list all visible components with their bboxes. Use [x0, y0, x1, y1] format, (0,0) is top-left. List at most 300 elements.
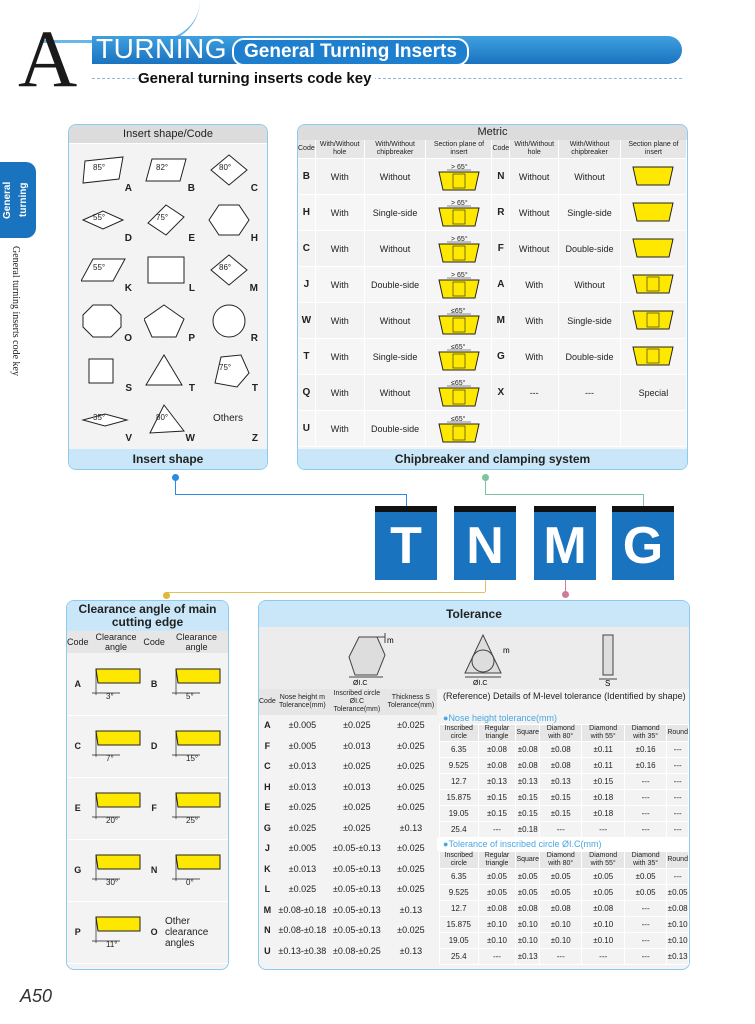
- column-header: Diamond with 35°: [624, 725, 666, 742]
- page-title-sub: General Turning Inserts: [232, 38, 469, 66]
- code-letter-m: M: [534, 506, 596, 580]
- chipbreaker-cell: Single-side: [559, 303, 621, 339]
- value-cell: ±0.08: [582, 901, 624, 917]
- chipbreaker-cell: Without: [559, 267, 621, 303]
- shape-cell: [73, 349, 136, 397]
- section-plane-icon: [623, 161, 683, 191]
- value-cell: ---: [667, 790, 689, 806]
- connector-line: [643, 494, 644, 506]
- table-row: [259, 777, 437, 798]
- svg-text:> 65°: > 65°: [450, 163, 468, 171]
- connector-dot: [163, 592, 170, 599]
- nose-height-table: [439, 724, 689, 838]
- column-header: Round: [667, 852, 689, 869]
- code-cell: A: [264, 720, 271, 731]
- insert-shape-icon: [207, 353, 255, 393]
- shape-cell: [136, 199, 199, 247]
- section-plane-icon: [623, 197, 683, 227]
- column-header: With/Without hole: [510, 140, 559, 159]
- clearance-cell: [89, 715, 144, 777]
- thickness-cell: ±0.13: [399, 904, 423, 915]
- nose-height-cell: ±0.005: [288, 843, 317, 854]
- section-plane-icon: [429, 341, 489, 371]
- shape-code: R: [250, 333, 258, 344]
- section-cell: [426, 159, 492, 195]
- connector-line: [485, 480, 486, 494]
- thickness-diagram: [589, 629, 629, 687]
- value-cell: ±0.08: [540, 742, 582, 758]
- value-cell: ±0.05: [478, 885, 516, 901]
- value-cell: ---: [478, 949, 516, 965]
- shape-code: E: [188, 233, 195, 244]
- inscribed-circle-cell: ±0.05-±0.13: [332, 925, 381, 936]
- value-cell: ±0.08: [478, 742, 516, 758]
- clearance-panel: [66, 600, 229, 970]
- shape-cell: [199, 199, 262, 247]
- clearance-angle-icon: [90, 913, 142, 949]
- code-cell: A: [67, 653, 89, 715]
- section-cell: [620, 195, 686, 231]
- code-cell: A: [492, 267, 510, 303]
- svg-text:≤65°: ≤65°: [450, 343, 466, 351]
- value-cell: ---: [540, 949, 582, 965]
- value-cell: ---: [667, 742, 689, 758]
- clearance-cell: [89, 653, 144, 715]
- value-cell: ±0.05: [624, 869, 666, 885]
- hole-cell: Without: [510, 195, 559, 231]
- insert-shape-icon: [144, 203, 192, 243]
- nose-height-cell: ±0.08-±0.18: [278, 925, 327, 936]
- value-cell: ±0.16: [624, 758, 666, 774]
- section-cell: [426, 375, 492, 411]
- column-header: With/Without chipbreaker: [364, 140, 426, 159]
- hole-cell: With: [315, 231, 364, 267]
- value-cell: ---: [624, 933, 666, 949]
- value-cell: ±0.13: [540, 774, 582, 790]
- chipbreaker-cell: Single-side: [364, 339, 426, 375]
- column-header: Inscribed circle ØI.C Tolerance(mm): [329, 689, 385, 715]
- value-cell: ±0.08: [478, 901, 516, 917]
- inscribed-circle-cell: ±0.025: [343, 802, 371, 813]
- table-row: [259, 900, 437, 921]
- nose-height-header: [440, 725, 689, 742]
- column-header: Round: [667, 725, 689, 742]
- inscribed-circle-cell: ±0.05-±0.13: [332, 884, 381, 895]
- nose-height-cell: ±0.025: [288, 822, 317, 833]
- insert-shape-icon: [81, 303, 129, 343]
- value-cell: ---: [624, 774, 666, 790]
- table-row: [259, 920, 437, 941]
- value-cell: ±0.10: [516, 933, 540, 949]
- value-cell: ---: [582, 822, 624, 838]
- value-cell: ±0.05: [624, 885, 666, 901]
- value-cell: ±0.15: [478, 790, 516, 806]
- thickness-cell: ±0.025: [397, 843, 425, 854]
- code-cell: F: [492, 231, 510, 267]
- code-cell: P: [67, 901, 89, 963]
- hole-cell: With: [315, 159, 364, 195]
- value-cell: 9.525: [440, 758, 479, 774]
- tolerance-diagrams: [259, 627, 689, 689]
- table-row: [298, 159, 687, 195]
- page-subtitle: General turning inserts code key: [138, 70, 375, 87]
- clearance-table: [67, 631, 228, 964]
- section-plane-icon: [623, 269, 683, 299]
- table-row: [440, 949, 689, 965]
- value-cell: ±0.15: [478, 806, 516, 822]
- value-cell: ±0.11: [582, 758, 624, 774]
- table-row: [440, 806, 689, 822]
- code-cell: B: [143, 653, 165, 715]
- value-cell: ±0.18: [582, 790, 624, 806]
- clearance-cell: [165, 653, 228, 715]
- value-cell: ±0.15: [540, 790, 582, 806]
- chipbreaker-cell: Double-side: [559, 231, 621, 267]
- section-cell: [620, 267, 686, 303]
- column-header: Inscribed circle: [440, 725, 479, 742]
- clearance-cell: [89, 901, 144, 963]
- table-row: [67, 901, 228, 963]
- insert-shape-icon: [81, 403, 129, 443]
- insert-shape-icon: [207, 253, 255, 293]
- shape-angle: 80°: [219, 163, 232, 172]
- section-cell: [426, 195, 492, 231]
- section-letter: A: [18, 13, 78, 104]
- clearance-cell: [165, 715, 228, 777]
- code-cell: N: [264, 925, 271, 936]
- shape-cell: [73, 399, 136, 447]
- code-cell: D: [143, 715, 165, 777]
- value-cell: ---: [624, 806, 666, 822]
- nose-height-cell: ±0.025: [288, 884, 317, 895]
- code-cell: N: [143, 839, 165, 901]
- section-cell: [426, 231, 492, 267]
- value-cell: ±0.10: [667, 933, 689, 949]
- insert-shape-title: Insert shape/Code: [69, 125, 267, 144]
- hole-cell: With: [315, 375, 364, 411]
- value-cell: 19.05: [440, 933, 479, 949]
- shape-code: T: [188, 383, 195, 394]
- shape-cell: [199, 299, 262, 347]
- clearance-angle-icon: [170, 851, 222, 887]
- bullet-icon: ●: [443, 839, 449, 849]
- shape-code: A: [124, 183, 132, 194]
- section-plane-icon: [429, 233, 489, 263]
- svg-text:> 65°: > 65°: [450, 235, 468, 243]
- chipbreaker-cell: [559, 411, 621, 447]
- code-letter-n: N: [454, 506, 516, 580]
- section-plane-icon: [429, 413, 489, 443]
- chipbreaker-cell: Double-side: [364, 267, 426, 303]
- ic-tolerance-header: [440, 852, 689, 869]
- value-cell: ---: [582, 949, 624, 965]
- insert-shape-icon: [144, 353, 192, 393]
- code-cell: J: [264, 843, 270, 854]
- chipbreaker-cell: ---: [559, 375, 621, 411]
- thickness-cell: ±0.025: [397, 884, 425, 895]
- value-cell: ---: [667, 822, 689, 838]
- nose-height-title: [437, 713, 689, 724]
- shape-cell: [136, 149, 199, 197]
- connector-line: [175, 494, 406, 495]
- shape-code: K: [124, 283, 132, 294]
- column-header: With/Without chipbreaker: [559, 140, 621, 159]
- shape-cell: [136, 349, 199, 397]
- shape-code: L: [188, 283, 195, 294]
- value-cell: ±0.10: [478, 917, 516, 933]
- value-cell: ±0.13: [516, 774, 540, 790]
- chipbreaker-panel: [297, 124, 688, 470]
- section-plane-icon: [623, 341, 683, 371]
- svg-text:≤65°: ≤65°: [450, 415, 466, 423]
- value-cell: ---: [667, 758, 689, 774]
- column-header: Diamond with 80°: [540, 852, 582, 869]
- svg-text:m: m: [387, 636, 394, 645]
- tolerance-title: Tolerance: [259, 601, 689, 627]
- clearance-cell: [165, 777, 228, 839]
- column-header: Inscribed circle: [440, 852, 479, 869]
- shape-code: C: [250, 183, 258, 194]
- shape-angle: 75°: [219, 363, 232, 372]
- section-cell: [620, 159, 686, 195]
- code-cell: N: [492, 159, 510, 195]
- value-cell: ±0.18: [516, 822, 540, 838]
- svg-text:m: m: [503, 646, 510, 655]
- value-cell: ±0.10: [540, 917, 582, 933]
- shape-code: T: [251, 383, 258, 394]
- insert-shape-icon: [144, 303, 192, 343]
- value-cell: ±0.10: [478, 933, 516, 949]
- value-cell: ±0.15: [582, 774, 624, 790]
- code-cell: J: [298, 267, 315, 303]
- shape-angle: 55°: [93, 213, 106, 222]
- shape-cell: [199, 349, 262, 397]
- code-cell: Q: [298, 375, 315, 411]
- chipbreaker-footer: Chipbreaker and clamping system: [298, 449, 687, 469]
- hole-cell: With: [510, 303, 559, 339]
- hole-cell: Without: [510, 231, 559, 267]
- value-cell: ---: [667, 869, 689, 885]
- svg-text:> 65°: > 65°: [450, 271, 468, 279]
- code-cell: G: [67, 839, 89, 901]
- column-header: Diamond with 35°: [624, 852, 666, 869]
- metric-title: Metric: [298, 125, 687, 140]
- connector-dot: [562, 591, 569, 598]
- table-row: [440, 822, 689, 838]
- shape-cell: [136, 249, 199, 297]
- clearance-angle-icon: [170, 727, 222, 763]
- chipbreaker-table: [298, 140, 687, 447]
- shape-angle: 86°: [219, 263, 232, 272]
- section-cell: [426, 267, 492, 303]
- chipbreaker-cell: Double-side: [559, 339, 621, 375]
- chipbreaker-cell: Without: [364, 303, 426, 339]
- insert-shape-footer: Insert shape: [69, 449, 267, 469]
- table-row: [440, 869, 689, 885]
- section-cell: [620, 231, 686, 267]
- shape-code: D: [124, 233, 132, 244]
- svg-text:ØI.C: ØI.C: [473, 680, 488, 687]
- shape-cell: [136, 299, 199, 347]
- thickness-cell: ±0.13: [399, 822, 423, 833]
- clearance-cell: Other clearance angles: [165, 901, 228, 963]
- column-header: Section plane of insert: [620, 140, 686, 159]
- table-row: [440, 901, 689, 917]
- value-cell: ±0.10: [582, 933, 624, 949]
- thickness-cell: ±0.025: [397, 925, 425, 936]
- inscribed-circle-cell: ±0.08-±0.25: [332, 945, 381, 956]
- clearance-angle-icon: [170, 789, 222, 825]
- table-row: [67, 777, 228, 839]
- value-cell: ---: [667, 806, 689, 822]
- nose-height-cell: ±0.013: [288, 781, 317, 792]
- value-cell: ±0.18: [582, 806, 624, 822]
- thickness-cell: ±0.025: [397, 781, 425, 792]
- svg-text:≤65°: ≤65°: [450, 307, 466, 315]
- inscribed-circle-cell: ±0.05-±0.13: [332, 904, 381, 915]
- column-header: Diamond with 55°: [582, 852, 624, 869]
- clearance-title: Clearance angle of main cutting edge: [67, 601, 228, 631]
- insert-shape-icon: [207, 203, 255, 243]
- section-plane-icon: [429, 269, 489, 299]
- value-cell: ±0.08: [540, 901, 582, 917]
- connector-line: [485, 580, 486, 592]
- value-cell: ±0.05: [478, 869, 516, 885]
- table-row: [298, 231, 687, 267]
- reference-title: (Reference) Details of M-level tolerance (Identified by shape): [443, 691, 686, 701]
- hole-cell: With: [315, 411, 364, 447]
- shape-angle: 55°: [93, 263, 106, 272]
- column-header: Thickness S Tolerance(mm): [385, 689, 437, 715]
- column-header: Clearance angle: [165, 631, 228, 653]
- inscribed-circle-cell: ±0.05-±0.13: [332, 843, 381, 854]
- connector-line: [175, 480, 176, 494]
- column-header: Square: [516, 725, 540, 742]
- table-row: [298, 411, 687, 447]
- table-row: [440, 917, 689, 933]
- section-plane-icon: [623, 305, 683, 335]
- clearance-angle-icon: [90, 789, 142, 825]
- code-letter-g: G: [612, 506, 674, 580]
- value-cell: ---: [478, 822, 516, 838]
- insert-shape-icon: [81, 253, 129, 293]
- inscribed-circle-cell: ±0.025: [343, 822, 371, 833]
- shape-cell: [136, 399, 199, 447]
- column-header: Code: [259, 689, 276, 715]
- svg-text:25°: 25°: [186, 816, 199, 825]
- value-cell: 12.7: [440, 901, 479, 917]
- shape-code: W: [185, 433, 195, 444]
- side-tab[interactable]: [0, 162, 36, 238]
- nose-height-cell: ±0.013: [288, 761, 317, 772]
- connector-line: [406, 494, 407, 506]
- inscribed-circle-cell: ±0.025: [343, 761, 371, 772]
- code-cell: K: [264, 863, 271, 874]
- table-row: [440, 885, 689, 901]
- svg-text:5°: 5°: [186, 691, 195, 701]
- shape-cell: [199, 399, 262, 447]
- ic-tolerance-label: Tolerance of inscribed circle ØI.C(mm): [448, 839, 602, 849]
- value-cell: ±0.10: [540, 933, 582, 949]
- section-cell: [620, 303, 686, 339]
- svg-text:30°: 30°: [105, 878, 119, 887]
- shape-code: B: [187, 183, 195, 194]
- thickness-cell: ±0.025: [397, 802, 425, 813]
- clearance-cell: [89, 839, 144, 901]
- insert-shape-icon: [144, 153, 192, 193]
- round-shape-icon: [207, 303, 253, 343]
- insert-shape-icon: [81, 203, 129, 243]
- section-plane-icon: [429, 377, 489, 407]
- inscribed-circle-cell: ±0.013: [343, 740, 371, 751]
- value-cell: 6.35: [440, 742, 479, 758]
- ic-tolerance-table: [439, 851, 689, 965]
- insert-shape-panel: [68, 124, 268, 470]
- code-cell: U: [298, 411, 315, 447]
- table-row: [440, 933, 689, 949]
- table-row: [259, 838, 437, 859]
- shape-cell: [199, 149, 262, 197]
- value-cell: ---: [624, 790, 666, 806]
- nose-height-diagram: [339, 629, 399, 687]
- insert-shape-icon: [144, 253, 192, 293]
- value-cell: ±0.05: [516, 885, 540, 901]
- column-header: Diamond with 80°: [540, 725, 582, 742]
- value-cell: 15.875: [440, 917, 479, 933]
- value-cell: ±0.08: [516, 901, 540, 917]
- side-tab-label: General turning: [2, 181, 29, 219]
- column-header: Regular triangle: [478, 852, 516, 869]
- value-cell: ±0.13: [478, 774, 516, 790]
- value-cell: ±0.05: [582, 869, 624, 885]
- value-cell: ---: [667, 774, 689, 790]
- inscribed-circle-cell: ±0.05-±0.13: [332, 863, 381, 874]
- chipbreaker-cell: Single-side: [559, 195, 621, 231]
- code-cell: U: [264, 945, 271, 956]
- table-row: [259, 736, 437, 757]
- code-cell: C: [264, 761, 271, 772]
- hole-cell: Without: [510, 159, 559, 195]
- svg-text:20°: 20°: [105, 816, 119, 825]
- value-cell: ±0.15: [516, 806, 540, 822]
- svg-text:ØI.C: ØI.C: [353, 680, 368, 687]
- svg-text:15°: 15°: [186, 754, 199, 763]
- clearance-angle-icon: [90, 665, 142, 701]
- value-cell: ±0.08: [540, 758, 582, 774]
- section-plane-icon: [429, 305, 489, 335]
- svg-text:7°: 7°: [105, 754, 114, 763]
- thickness-cell: ±0.025: [397, 863, 425, 874]
- table-row: [67, 653, 228, 715]
- table-row: [259, 818, 437, 839]
- column-header: Code: [492, 140, 510, 159]
- value-cell: ---: [624, 917, 666, 933]
- clearance-cell: [165, 839, 228, 901]
- code-cell: F: [143, 777, 165, 839]
- value-cell: ---: [624, 822, 666, 838]
- value-cell: ±0.10: [582, 917, 624, 933]
- value-cell: ±0.05: [516, 869, 540, 885]
- insert-shape-icon: [81, 153, 129, 193]
- shape-cell: [73, 149, 136, 197]
- shape-code: Z: [251, 433, 258, 444]
- value-cell: ±0.08: [478, 758, 516, 774]
- table-row: [298, 303, 687, 339]
- value-cell: ±0.13: [516, 949, 540, 965]
- shape-code: H: [250, 233, 258, 244]
- table-row: [67, 839, 228, 901]
- svg-text:> 65°: > 65°: [450, 199, 468, 207]
